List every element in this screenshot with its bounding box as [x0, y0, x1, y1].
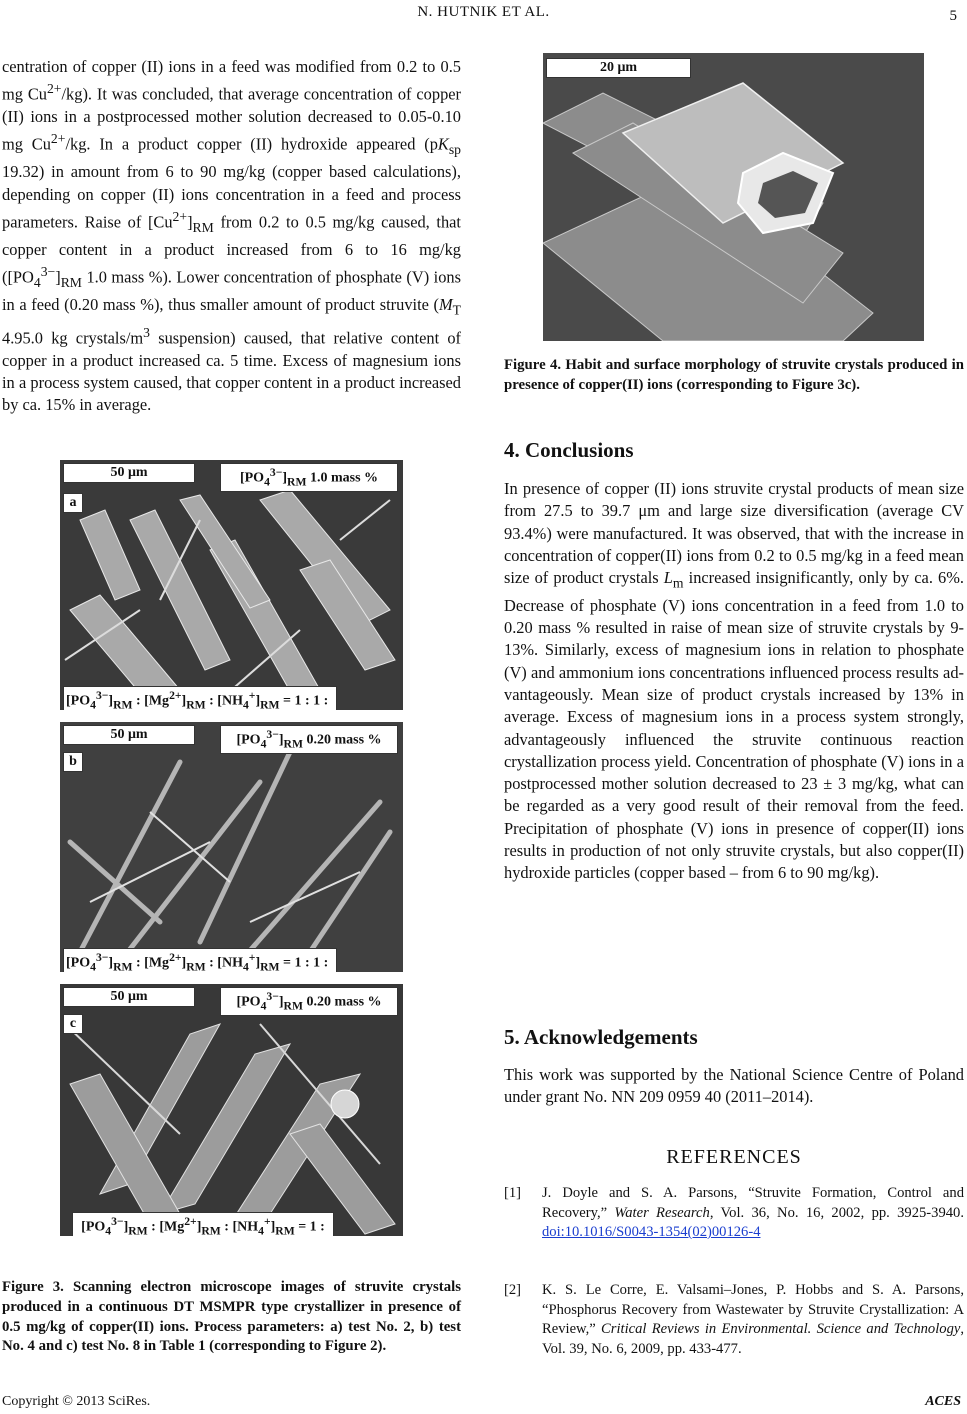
sem-image-figure4 — [543, 53, 924, 341]
running-authors: N. HUTNIK ET AL. — [417, 4, 550, 20]
sem-crystals-graphic-a — [60, 460, 403, 710]
acknowledgements-text: This work was supported by the National Science Centre of Poland under grant No. NN 209 0959 40 (2011–2014). — [504, 1065, 964, 1107]
references-heading: REFERENCES — [666, 1146, 802, 1168]
sem-crystals-graphic-c — [60, 984, 403, 1236]
reference-text: K. S. Le Corre, E. Valsami–Jones, P. Hobbs and S. A. Parsons, “Phosphorus Recovery from Wastewater by Struvite Crystallization: A Review,” Critical Reviews in Environmental. Science and Technology, Vol. 39, No. 6, 2009, pp. 433-477. — [542, 1282, 964, 1357]
scale-bar-label: 50 μm — [63, 987, 195, 1007]
acknowledgements-heading: 5. Acknowledgements — [504, 1025, 698, 1049]
sem-image-panel-a — [60, 460, 403, 710]
page-number: 5 — [949, 8, 957, 24]
concentration-label: $[PO_4^{3-}]_{RM}$ 0.20 mass % — [220, 725, 398, 754]
panel-letter: c — [63, 1014, 83, 1034]
concentration-label: $[PO_4^{3-}]_{RM}$ 0.20 mass % — [220, 987, 398, 1016]
figure3-caption: Figure 3. Scanning electron microscope images of struvite crystals produced in a continuous DT MSMPR type crystallizer in presence of 0.5 mg/kg of copper(II) ions. Process parameters: a) test No. 2, b) test No. 4 and c) test No. 8 in Table 1 (corresponding to Figure 2). — [2, 1279, 461, 1355]
conclusions-heading: 4. Conclusions — [504, 438, 634, 462]
figure4-caption: Figure 4. Habit and surface morphology of struvite crystals produced in presence of copper(II) ions (corresponding to Figure 3c). — [504, 357, 964, 393]
reference-number: [2] — [504, 1282, 522, 1298]
scale-bar-label: 50 μm — [63, 725, 195, 745]
sem-crystals-graphic-b — [60, 722, 403, 972]
molar-ratio-label: $[PO_4^{3-}]_{RM}$ : $[Mg^{2+}]_{RM}$ : $[NH_4^+]_{RM} = 1$ : 1 : — [63, 948, 337, 972]
reference-item — [504, 1184, 964, 1264]
sem-image-panel-c — [60, 984, 403, 1236]
panel-letter: a — [63, 493, 83, 513]
panel-letter: b — [63, 752, 83, 772]
molar-ratio-label: $[PO_4^{3-}]_{RM}$ : $[Mg^{2+}]_{RM}$ : $[NH_4^+]_{RM} = 1$ : — [72, 1212, 334, 1236]
sem-tube-crystal-graphic — [543, 53, 924, 341]
sem-image-panel-b — [60, 722, 403, 972]
reference-text[interactable]: J. Doyle and S. A. Parsons, “Struvite Formation, Control and Recovery,” Water Research, Vol. 36, No. 16, 2002, pp. 3925-3940. doi:10.1016/S0043-1354(02)00126-4 — [542, 1185, 965, 1240]
concentration-label: $[PO_4^{3-}]_{RM}$ 1.0 mass % — [220, 463, 398, 492]
reference-number: [1] — [504, 1185, 522, 1201]
conclusions-paragraph: In presence of copper (II) ions struvite crystal products of mean size from 27.5 to 39.7 μm and large size diversification (average CV 93.4%) were manufactured. It was observed, that with the increase in concentration of copper(II) ions from 0.2 to 0.5 mg/kg in a feed mean size of product crystals $L_m$ increased insignificantly, only by ca. 6%. Decrease of phosphate (V) ions concentration in a feed from 1.0 to 0.20 mass % resulted in raise of mean size of struvite crystals by 9-13%. Similarly, excess of magnesium ions in relation to phosphate (V) and ammonium ions concentrations influenced process results advantageously. Mean size of product crystals increased by 13% in average. Excess of magnesium ions in a process system strongly, advantageously influenced the struvite continuous reaction crystallization process yield. Concentration of phosphate (V) ions in a postprocessed mother solution decreased to 23 ± 3 mg/kg, what can be regarded as a very good result of their removal from the feed. Precipitation of phosphate (V) ions in presence of copper(II) ions results in production of not only struvite crystals, but also copper(II) hydroxide particles (copper based – from 6 to 90 mg/kg). — [504, 479, 965, 883]
copyright-text: Copyright © 2013 SciRes. — [2, 1394, 151, 1409]
journal-abbreviation: ACES — [925, 1394, 961, 1409]
body-paragraph-left: centration of copper (II) ions in a feed was modified from 0.2 to 0.5 mg $Cu^{2+}/kg$). It was concluded, that average concentration of copper (II) ions in a postprocessed mother solution decreased to 0.05-0.10 mg $Cu^{2+}/kg$. In a product copper (II) hydroxide appeared ($pK_{sp}$ 19.32) in amount from 6 to 90 mg/kg (copper based calculations), depending on copper (II) ions concentration in a feed and process parameters. Raise of $[Cu^{2+}]_{RM}$ from 0.2 to 0.5 mg/kg caused, that copper content in a product increased from 6 to 16 mg/kg ($[PO_4^{3-}]_{RM}$ 1.0 mass %). Lower concentration of phosphate (V) ions in a feed (0.20 mass %), thus smaller amount of product struvite ($M_T$ 4.95.0 kg crystals/$m^3$ suspension) caused, that relative content of copper in a product increased ca. 5 time. Excess of magnesium ions in a process system caused, that copper content in a product increased by ca. 15% in average. — [2, 57, 461, 415]
scale-bar-label: 20 μm — [546, 58, 691, 78]
page-header — [0, 2, 967, 24]
reference-item — [504, 1281, 964, 1381]
scale-bar-label: 50 μm — [63, 463, 195, 483]
molar-ratio-label: $[PO_4^{3-}]_{RM}$ : $[Mg^{2+}]_{RM}$ : $[NH_4^+]_{RM} = 1$ : 1 : — [63, 686, 337, 710]
